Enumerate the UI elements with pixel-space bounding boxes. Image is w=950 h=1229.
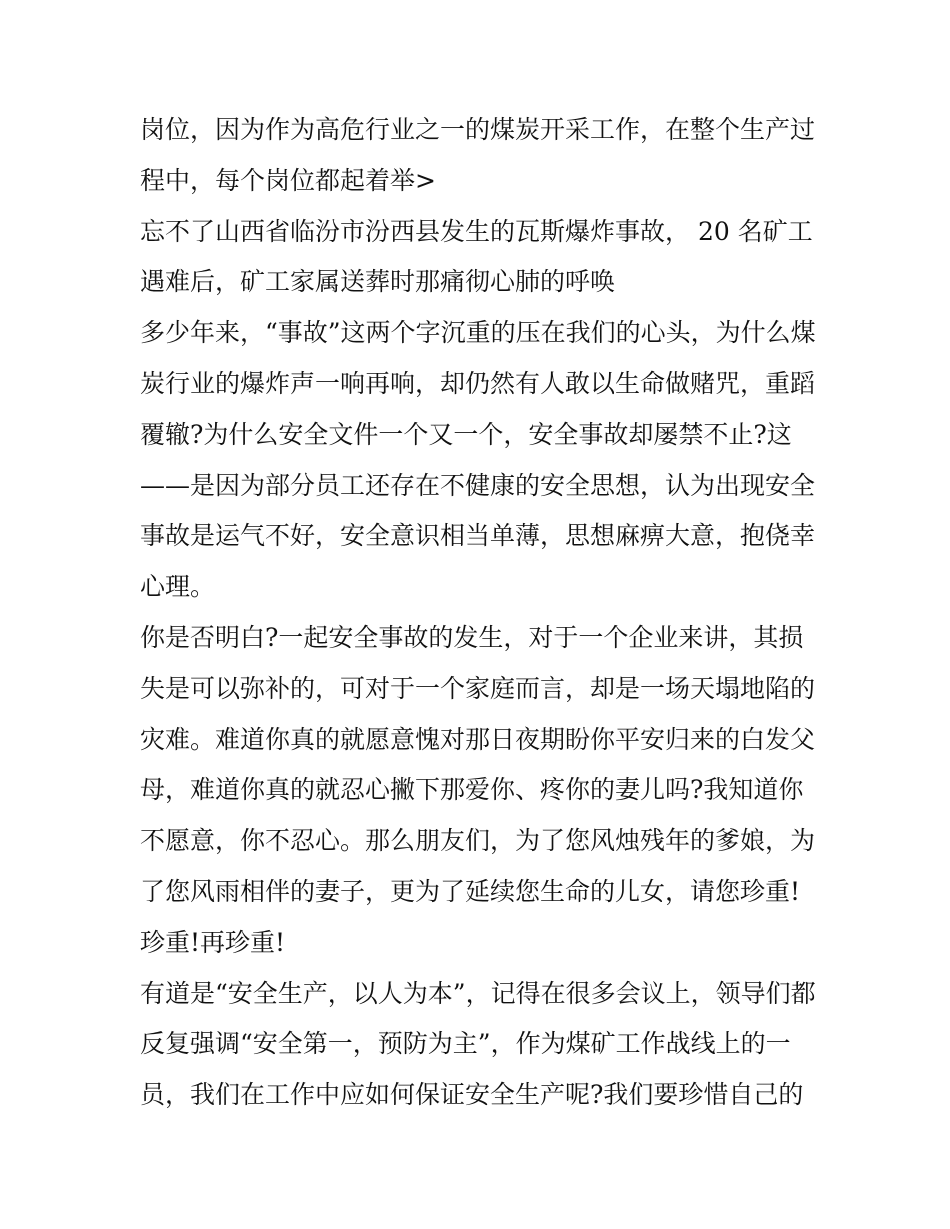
text-line: 事故是运气不好，安全意识相当单薄，思想麻痹大意，抱侥幸 <box>140 521 816 551</box>
text-line: 失是可以弥补的，可对于一个家庭而言，却是一场天塌地陷的 <box>140 673 816 703</box>
text-line: 遇难后，矿工家属送葬时那痛彻心肺的呼唤 <box>140 267 616 297</box>
text-line: 不愿意，你不忍心。那么朋友们，为了您风烛残年的爹娘，为 <box>140 826 816 856</box>
document-body <box>140 105 820 1121</box>
text-line: 多少年来，“事故”这两个字沉重的压在我们的心头，为什么煤 <box>140 318 816 348</box>
text-line: 员，我们在工作中应如何保证安全生产呢?我们要珍惜自己的 <box>140 1080 804 1110</box>
text-line: 心理。 <box>140 572 216 602</box>
text-line: 程中，每个岗位都起着举> <box>140 165 436 195</box>
text-line: 炭行业的爆炸声一响再响，却仍然有人敢以生命做赌咒，重蹈 <box>140 368 816 398</box>
text-line: 珍重!再珍重! <box>140 927 286 957</box>
text-line: 灾难。难道你真的就愿意愧对那日夜期盼你平安归来的白发父 <box>140 724 816 754</box>
text-line: 了您风雨相伴的妻子，更为了延续您生命的儿女，请您珍重! <box>140 876 801 906</box>
text-line: 有道是“安全生产，以人为本”，记得在很多会议上，领导们都 <box>140 978 816 1008</box>
text-line: ——是因为部分员工还存在不健康的安全思想，认为出现安全 <box>140 470 816 500</box>
text-line: 岗位，因为作为高危行业之一的煤炭开采工作，在整个生产过 <box>140 115 816 144</box>
text-line: 忘不了山西省临汾市汾西县发生的瓦斯爆炸事故， 20 名矿工 <box>140 216 813 246</box>
text-line: 覆辙?为什么安全文件一个又一个，安全事故却屡禁不止?这 <box>140 419 792 449</box>
text-line: 母，难道你真的就忍心撇下那爱你、疼你的妻儿吗?我知道你 <box>140 775 804 805</box>
text-line: 反复强调“安全第一，预防为主”，作为煤矿工作战线上的一 <box>140 1029 791 1059</box>
text-line: 你是否明白?一起安全事故的发生，对于一个企业来讲，其损 <box>140 622 804 652</box>
